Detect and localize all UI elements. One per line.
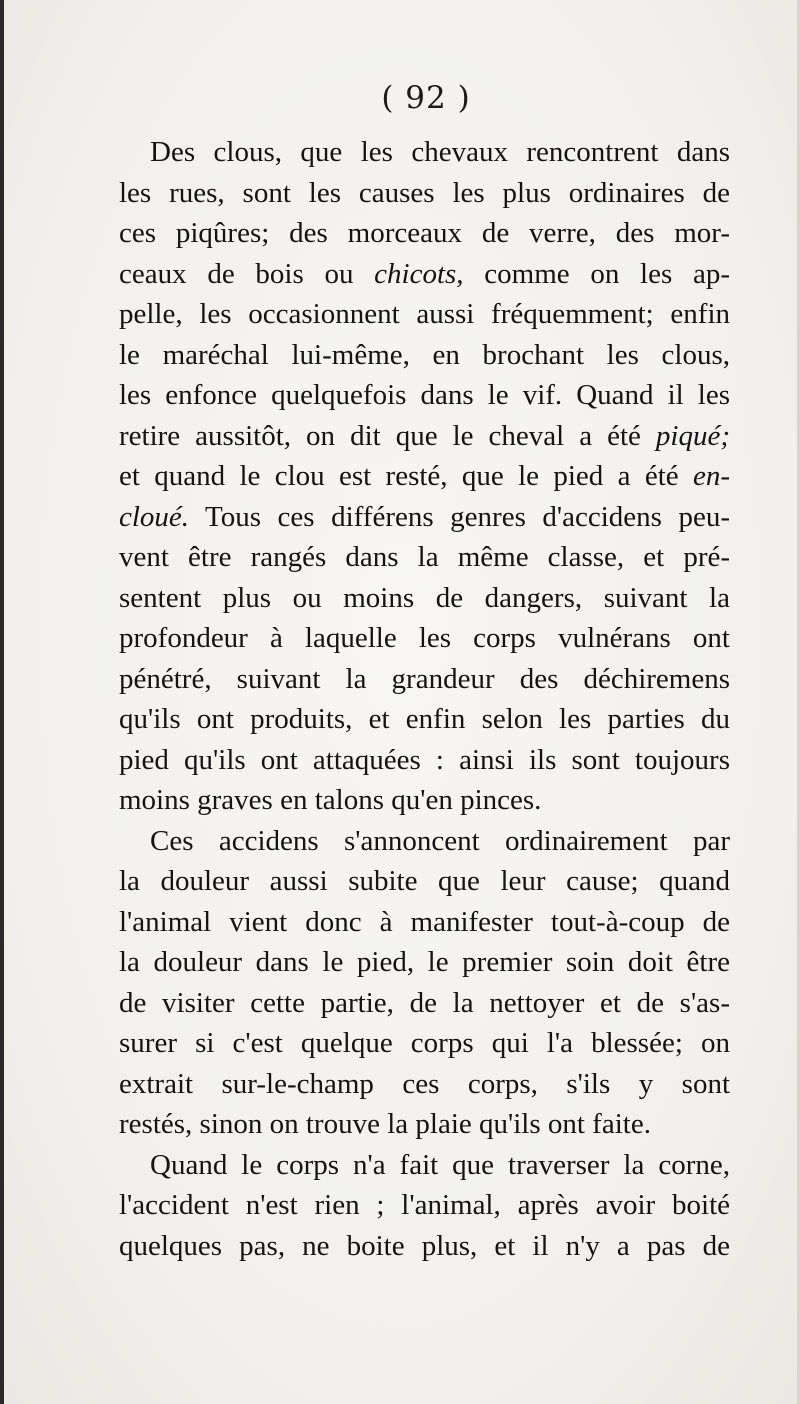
text-line: surer si c'est quelque corps qui l'a blessée; on xyxy=(119,1027,730,1059)
text-line: Quand le corps n'a fait que traverser la corne, xyxy=(150,1148,730,1181)
text-line: vent être rangés dans la même classe, et pré- xyxy=(119,541,730,573)
page-binding-edge xyxy=(0,0,4,1404)
text-line: retire aussitôt, on dit que le cheval a été piqué; xyxy=(119,419,730,452)
text-line: ces piqûres; des morceaux de verre, des mor- xyxy=(119,217,730,249)
text-line: l'animal vient donc à manifester tout-à-coup de xyxy=(119,905,730,938)
body-text xyxy=(119,132,730,1266)
text-line: le maréchal lui-même, en brochant les clous, xyxy=(119,338,730,371)
text-line: moins graves en talons qu'en pinces. xyxy=(119,784,542,816)
text-line: qu'ils ont produits, et enfin selon les parties du xyxy=(119,703,730,735)
italic-word: chicots, xyxy=(374,257,464,290)
text-line: restés, sinon on trouve la plaie qu'ils ont faite. xyxy=(119,1108,651,1140)
text-line: la douleur dans le pied, le premier soin doit être xyxy=(119,946,730,978)
italic-word: piqué; xyxy=(655,419,730,452)
text-line: sentent plus ou moins de dangers, suivant la xyxy=(119,581,730,614)
text-line: profondeur à laquelle les corps vulnérans ont xyxy=(119,622,730,654)
text-line: ceaux de bois ou chicots, comme on les ap- xyxy=(119,257,730,290)
text-line: cloué. Tous ces différens genres d'accidens peu- xyxy=(119,500,730,533)
text-line: de visiter cette partie, de la nettoyer et de s'as- xyxy=(119,986,730,1019)
page-number: ( 92 ) xyxy=(381,80,471,116)
text-line: et quand le clou est resté, que le pied a été en- xyxy=(119,460,730,492)
text-line: extrait sur-le-champ ces corps, s'ils y sont xyxy=(119,1067,730,1100)
text-line: Ces accidens s'annoncent ordinairement par xyxy=(150,824,730,857)
text-line: quelques pas, ne boite plus, et il n'y a pas de xyxy=(119,1229,730,1262)
text-line: l'accident n'est rien ; l'animal, après avoir boité xyxy=(119,1189,730,1221)
text-line: les enfonce quelquefois dans le vif. Quand il les xyxy=(119,379,730,411)
text-line: pelle, les occasionnent aussi fréquemment; enfin xyxy=(119,298,730,330)
text-line: pénétré, suivant la grandeur des déchiremens xyxy=(119,662,730,695)
text-line: pied qu'ils ont attaquées : ainsi ils sont toujours xyxy=(119,743,730,776)
italic-word: en- xyxy=(692,460,730,492)
italic-word: cloué. xyxy=(119,500,190,533)
text-line: la douleur aussi subite que leur cause; quand xyxy=(119,865,730,897)
text-line: les rues, sont les causes les plus ordinaires de xyxy=(119,176,730,209)
text-line: Des clous, que les chevaux rencontrent dans xyxy=(150,136,730,168)
